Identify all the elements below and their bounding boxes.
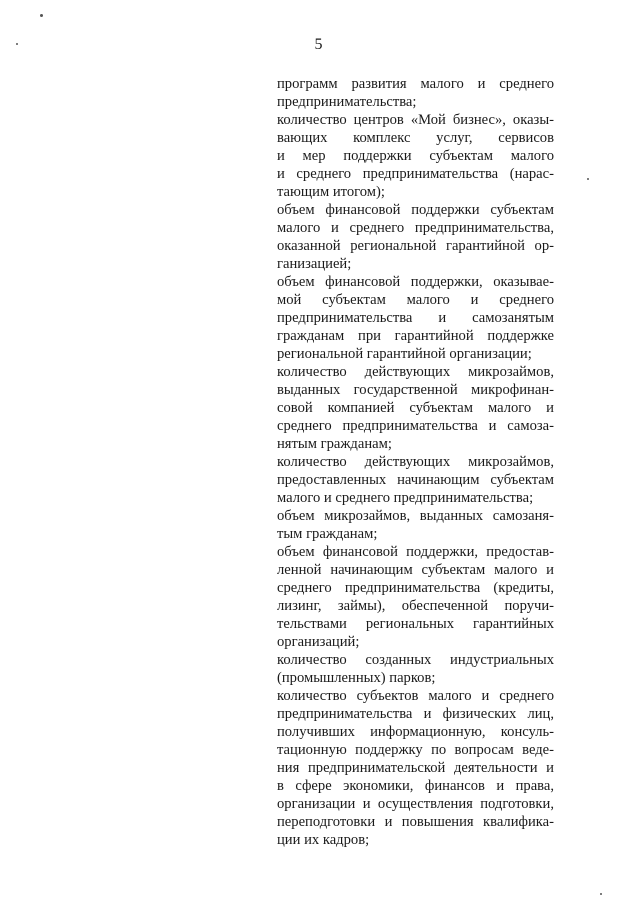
- scan-speck: [40, 14, 43, 17]
- text-line: количество центров «Мой бизнес», оказы-: [277, 112, 554, 128]
- page-number: 5: [314, 36, 323, 53]
- text-line: совой компанией субъектам малого и: [277, 400, 554, 416]
- scan-speck: [600, 893, 602, 895]
- text-line: оказанной региональной гарантийной ор-: [277, 238, 554, 254]
- text-line: ленной начинающим субъектам малого и: [277, 562, 554, 578]
- text-line: получивших информационную, консуль-: [277, 724, 554, 740]
- text-line: (промышленных) парков;: [277, 670, 436, 686]
- text-line: малого и среднего предпринимательства,: [277, 220, 554, 236]
- text-line: региональной гарантийной организации;: [277, 346, 532, 362]
- text-line: тым гражданам;: [277, 526, 378, 542]
- text-line: предпринимательства;: [277, 94, 417, 110]
- text-line: организаций;: [277, 634, 360, 650]
- text-line: ния предпринимательской деятельности и: [277, 760, 554, 776]
- text-line: тационную поддержку по вопросам веде-: [277, 742, 554, 758]
- text-line: тельствами региональных гарантийных: [277, 616, 554, 632]
- scan-speck: [587, 178, 589, 180]
- text-line: среднего предпринимательства (кредиты,: [277, 580, 554, 596]
- text-line: переподготовки и повышения квалифика-: [277, 814, 554, 830]
- text-line: объем финансовой поддержки, предостав-: [277, 544, 554, 560]
- text-line: объем микрозаймов, выданных самозаня-: [277, 508, 554, 524]
- text-line: вающих комплекс услуг, сервисов: [277, 130, 554, 146]
- text-line: тающим итогом);: [277, 184, 385, 200]
- text-line: организации и осуществления подготовки,: [277, 796, 554, 812]
- text-line: ции их кадров;: [277, 832, 370, 848]
- text-line: лизинг, займы), обеспеченной поручи-: [277, 598, 554, 614]
- text-line: ганизацией;: [277, 256, 352, 272]
- scan-speck: [16, 43, 18, 45]
- text-line: и мер поддержки субъектам малого: [277, 148, 554, 164]
- text-line: предпринимательства и самозанятым: [277, 310, 554, 326]
- text-line: выданных государственной микрофинан-: [277, 382, 554, 398]
- text-line: количество действующих микрозаймов,: [277, 454, 554, 470]
- text-line: количество действующих микрозаймов,: [277, 364, 554, 380]
- text-line: гражданам при гарантийной поддержке: [277, 328, 554, 344]
- text-line: объем финансовой поддержки субъектам: [277, 202, 554, 218]
- text-line: в сфере экономики, финансов и права,: [277, 778, 554, 794]
- text-line: количество субъектов малого и среднего: [277, 688, 554, 704]
- text-line: и среднего предпринимательства (нарас-: [277, 166, 554, 182]
- text-line: предпринимательства и физических лиц,: [277, 706, 554, 722]
- text-line: программ развития малого и среднего: [277, 76, 554, 92]
- text-line: среднего предпринимательства и самоза-: [277, 418, 554, 434]
- text-line: количество созданных индустриальных: [277, 652, 554, 668]
- text-line: объем финансовой поддержки, оказывае-: [277, 274, 554, 290]
- body-text-column: [277, 75, 554, 849]
- text-line: мой субъектам малого и среднего: [277, 292, 554, 308]
- text-line: нятым гражданам;: [277, 436, 392, 452]
- text-line: малого и среднего предпринимательства;: [277, 490, 534, 506]
- text-line: предоставленных начинающим субъектам: [277, 472, 554, 488]
